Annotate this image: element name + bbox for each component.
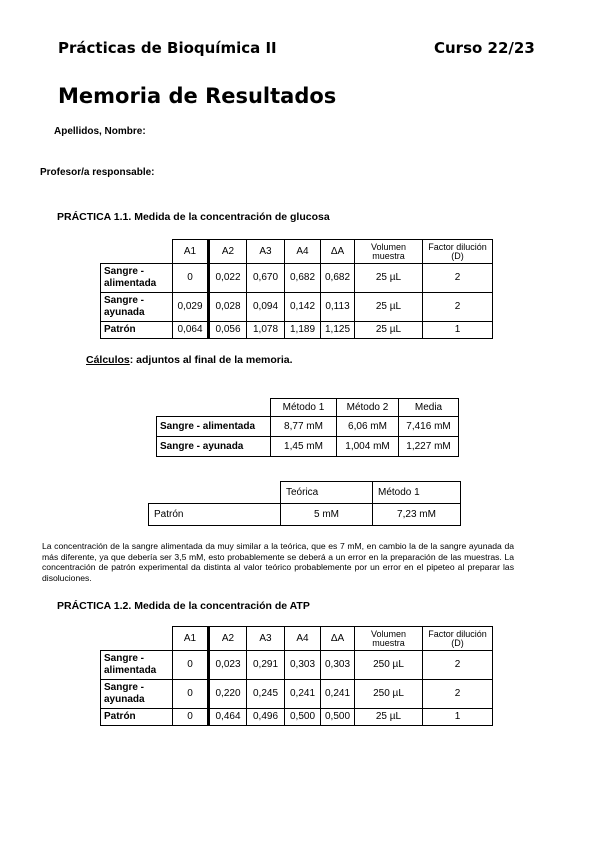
cell: 0 (173, 680, 209, 709)
cell: 25 µL (355, 293, 423, 322)
cell: 7,23 mM (373, 504, 461, 526)
course-title: Prácticas de Bioquímica II (58, 39, 277, 57)
cell: 1,45 mM (271, 437, 337, 457)
calculations-note (86, 354, 293, 366)
row-label: Patrón (101, 322, 173, 339)
cell: 0,241 (285, 680, 321, 709)
cell: 0,682 (321, 264, 355, 293)
col-header: Método 1 (271, 399, 337, 417)
col-header: Volumen muestra (355, 240, 423, 264)
course-year: Curso 22/23 (434, 39, 535, 57)
table-row (101, 651, 493, 680)
cell: 0,496 (247, 709, 285, 726)
cell: 1,125 (321, 322, 355, 339)
cell: 0,029 (173, 293, 209, 322)
col-header: Factor dilución (D) (423, 240, 493, 264)
row-label: Sangre - ayunada (101, 680, 173, 709)
calculations-label: Cálculos (86, 354, 130, 366)
col-header: A2 (209, 627, 247, 651)
table-row (157, 417, 459, 437)
cell: 1,004 mM (337, 437, 399, 457)
cell: 25 µL (355, 264, 423, 293)
col-header: A2 (209, 240, 247, 264)
row-label: Patrón (101, 709, 173, 726)
table-row (101, 293, 493, 322)
cell: 2 (423, 293, 493, 322)
cell: 250 µL (355, 651, 423, 680)
cell: 0,291 (247, 651, 285, 680)
standard-table (148, 481, 461, 526)
col-header: ΔA (321, 240, 355, 264)
col-header: Media (399, 399, 459, 417)
cell: 8,77 mM (271, 417, 337, 437)
professor-label: Profesor/a responsable: (40, 167, 155, 178)
row-label: Sangre - alimentada (101, 651, 173, 680)
cell: 5 mM (281, 504, 373, 526)
cell: 0,023 (209, 651, 247, 680)
empty-corner (149, 482, 281, 504)
cell: 0,241 (321, 680, 355, 709)
cell: 2 (423, 680, 493, 709)
cell: 25 µL (355, 322, 423, 339)
cell: 0,682 (285, 264, 321, 293)
cell: 0,056 (209, 322, 247, 339)
table-row (101, 322, 493, 339)
cell: 0,220 (209, 680, 247, 709)
cell: 0,113 (321, 293, 355, 322)
table-row (101, 264, 493, 293)
glucose-results-table (156, 398, 459, 457)
row-label: Sangre - alimentada (101, 264, 173, 293)
cell: 0 (173, 709, 209, 726)
cell: 0,670 (247, 264, 285, 293)
empty-corner (157, 399, 271, 417)
col-header: A3 (247, 240, 285, 264)
name-label: Apellidos, Nombre: (54, 126, 146, 137)
cell: 1 (423, 322, 493, 339)
cell: 6,06 mM (337, 417, 399, 437)
table-row (101, 709, 493, 726)
empty-corner (101, 627, 173, 651)
col-header: A3 (247, 627, 285, 651)
cell: 1 (423, 709, 493, 726)
calculations-text: : adjuntos al final de la memoria. (129, 354, 293, 366)
cell: 0,303 (321, 651, 355, 680)
cell: 0,245 (247, 680, 285, 709)
cell: 0,142 (285, 293, 321, 322)
empty-corner (101, 240, 173, 264)
col-header: A1 (173, 240, 209, 264)
col-header: A4 (285, 627, 321, 651)
cell: 7,416 mM (399, 417, 459, 437)
col-header: Teórica (281, 482, 373, 504)
practice1-title: PRÁCTICA 1.1. Medida de la concentración de glucosa (57, 211, 330, 223)
cell: 1,227 mM (399, 437, 459, 457)
cell: 0,500 (321, 709, 355, 726)
cell: 2 (423, 651, 493, 680)
col-header: Factor dilución (D) (423, 627, 493, 651)
col-header: Método 1 (373, 482, 461, 504)
cell: 0 (173, 651, 209, 680)
row-label: Sangre - ayunada (157, 437, 271, 457)
atp-absorbance-table (100, 626, 493, 726)
practice2-title: PRÁCTICA 1.2. Medida de la concentración de ATP (57, 600, 310, 612)
row-label: Sangre - ayunada (101, 293, 173, 322)
col-header: A1 (173, 627, 209, 651)
table-row (157, 437, 459, 457)
cell: 0,094 (247, 293, 285, 322)
cell: 2 (423, 264, 493, 293)
row-label: Patrón (149, 504, 281, 526)
cell: 0 (173, 264, 209, 293)
cell: 250 µL (355, 680, 423, 709)
col-header: A4 (285, 240, 321, 264)
table-row (101, 680, 493, 709)
cell: 1,078 (247, 322, 285, 339)
cell: 25 µL (355, 709, 423, 726)
col-header: Método 2 (337, 399, 399, 417)
row-label: Sangre - alimentada (157, 417, 271, 437)
cell: 0,028 (209, 293, 247, 322)
table-row (149, 504, 461, 526)
col-header: Volumen muestra (355, 627, 423, 651)
glucose-absorbance-table (100, 239, 493, 339)
cell: 0,500 (285, 709, 321, 726)
cell: 0,303 (285, 651, 321, 680)
col-header: ΔA (321, 627, 355, 651)
page-title: Memoria de Resultados (58, 84, 337, 108)
cell: 0,464 (209, 709, 247, 726)
cell: 0,022 (209, 264, 247, 293)
cell: 0,064 (173, 322, 209, 339)
discussion-paragraph: La concentración de la sangre alimentada da muy similar a la teórica, que es 7 mM, en cambio la de la sangre ayunada da más diferente, ya que debería ser 3,5 mM, esto probablemente se deberá a un error en la preparación de las muestras. La concentración de patrón experimental da distinta al valor teórico probablemente por un error en el pipeteo al preparar las disoluciones. (42, 541, 514, 583)
cell: 1,189 (285, 322, 321, 339)
